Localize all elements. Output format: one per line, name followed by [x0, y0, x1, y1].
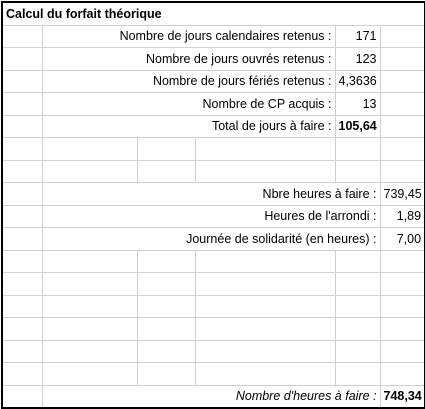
empty-row — [2, 340, 425, 363]
row-jours-feries — [2, 70, 425, 93]
row-heures-a-faire — [2, 183, 425, 206]
value-final-heures[interactable]: 748,34 — [380, 385, 425, 408]
empty-row — [2, 363, 425, 386]
row-jours-ouvres — [2, 48, 425, 71]
value-journee-solidarite[interactable]: 7,00 — [380, 228, 425, 251]
row-jours-calendaires — [2, 25, 425, 48]
empty-row — [2, 250, 425, 273]
label-jours-calendaires[interactable]: Nombre de jours calendaires retenus : — [42, 25, 335, 48]
value-jours-ouvres[interactable]: 123 — [335, 48, 380, 71]
title-row — [2, 2, 425, 25]
value-cp-acquis[interactable]: 13 — [335, 93, 380, 116]
value-jours-feries[interactable]: 4,3636 — [335, 70, 380, 93]
label-heures-a-faire[interactable]: Nbre heures à faire : — [42, 183, 380, 206]
empty-row — [2, 138, 425, 161]
row-heures-arrondi — [2, 205, 425, 228]
sheet-title[interactable]: Calcul du forfait théorique — [2, 2, 425, 25]
value-heures-a-faire[interactable]: 739,45 — [380, 183, 425, 206]
value-heures-arrondi[interactable]: 1,89 — [380, 205, 425, 228]
label-jours-ouvres[interactable]: Nombre de jours ouvrés retenus : — [42, 48, 335, 71]
empty-row — [2, 295, 425, 318]
empty-row — [2, 318, 425, 341]
label-heures-arrondi[interactable]: Heures de l'arrondi : — [42, 205, 380, 228]
empty-row — [2, 273, 425, 296]
forfait-grid — [1, 1, 425, 409]
value-total-jours[interactable]: 105,64 — [335, 115, 380, 138]
label-cp-acquis[interactable]: Nombre de CP acquis : — [42, 93, 335, 116]
label-total-jours[interactable]: Total de jours à faire : — [42, 115, 335, 138]
row-cp-acquis — [2, 93, 425, 116]
label-jours-feries[interactable]: Nombre de jours fériés retenus : — [42, 70, 335, 93]
value-jours-calendaires[interactable]: 171 — [335, 25, 380, 48]
empty-row — [2, 160, 425, 183]
row-total-jours — [2, 115, 425, 138]
label-journee-solidarite[interactable]: Journée de solidarité (en heures) : — [42, 228, 380, 251]
row-journee-solidarite — [2, 228, 425, 251]
row-final-heures — [2, 385, 425, 408]
label-final-heures[interactable]: Nombre d'heures à faire : — [42, 385, 380, 408]
